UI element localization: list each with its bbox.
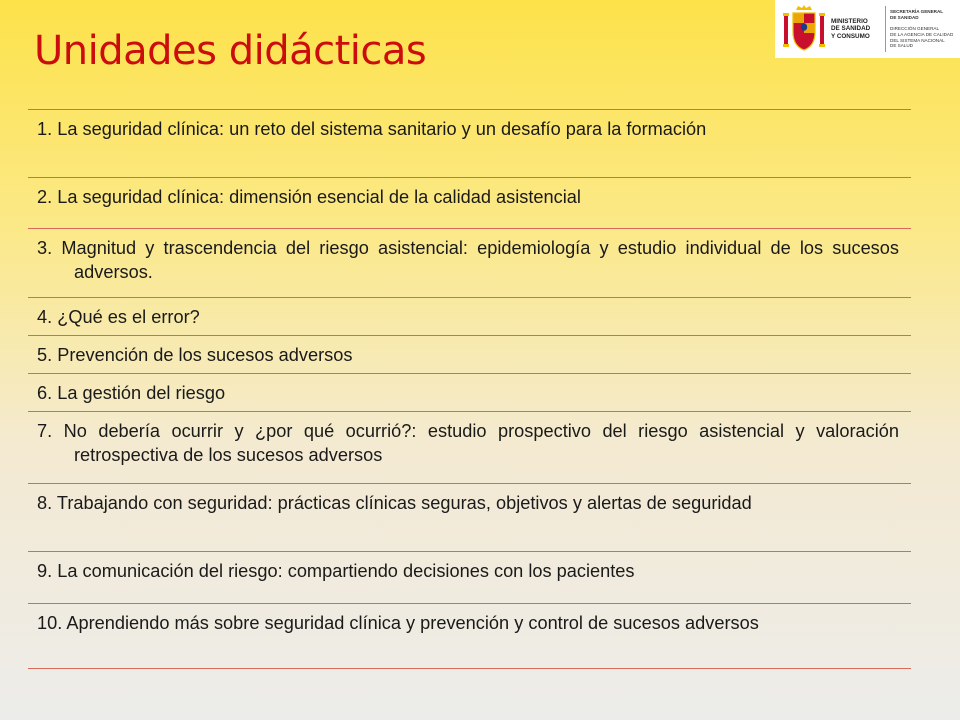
list-item: 5. Prevención de los sucesos adversos [28, 336, 911, 374]
list-item: 10. Aprendiendo más sobre seguridad clínica y prevención y control de sucesos adversos [28, 604, 911, 669]
logo-divider [885, 6, 886, 52]
list-item: 1. La seguridad clínica: un reto del sistema sanitario y un desafío para la formación [28, 110, 911, 178]
units-list [28, 109, 911, 669]
secretaria-label: SECRETARÍA GENERAL DE SANIDAD [890, 9, 944, 20]
page-title: Unidades didácticas [34, 28, 427, 74]
ministry-logo [775, 0, 960, 58]
list-item: 2. La seguridad clínica: dimensión esencial de la calidad asistencial [28, 178, 911, 229]
direccion-label: DIRECCIÓN GENERAL DE LA AGENCIA DE CALIDAD DEL SISTEMA NACIONAL DE SALUD [890, 26, 954, 49]
list-item: 8. Trabajando con seguridad: prácticas clínicas seguras, objetivos y alertas de seguridad [28, 484, 911, 552]
list-item: 4. ¿Qué es el error? [28, 298, 911, 336]
list-item: 9. La comunicación del riesgo: compartiendo decisiones con los pacientes [28, 552, 911, 604]
ministry-name: MINISTERIO DE SANIDAD Y CONSUMO [831, 17, 871, 40]
coat-of-arms-icon [781, 4, 827, 54]
list-item: 6. La gestión del riesgo [28, 374, 911, 412]
ministry-departments [890, 9, 954, 49]
list-item: 7. No debería ocurrir y ¿por qué ocurrió?: estudio prospectivo del riesgo asistencial y valoración retrospectiva de los sucesos adversos [28, 412, 911, 484]
list-item: 3. Magnitud y trascendencia del riesgo asistencial: epidemiología y estudio individual de los sucesos adversos. [28, 229, 911, 298]
